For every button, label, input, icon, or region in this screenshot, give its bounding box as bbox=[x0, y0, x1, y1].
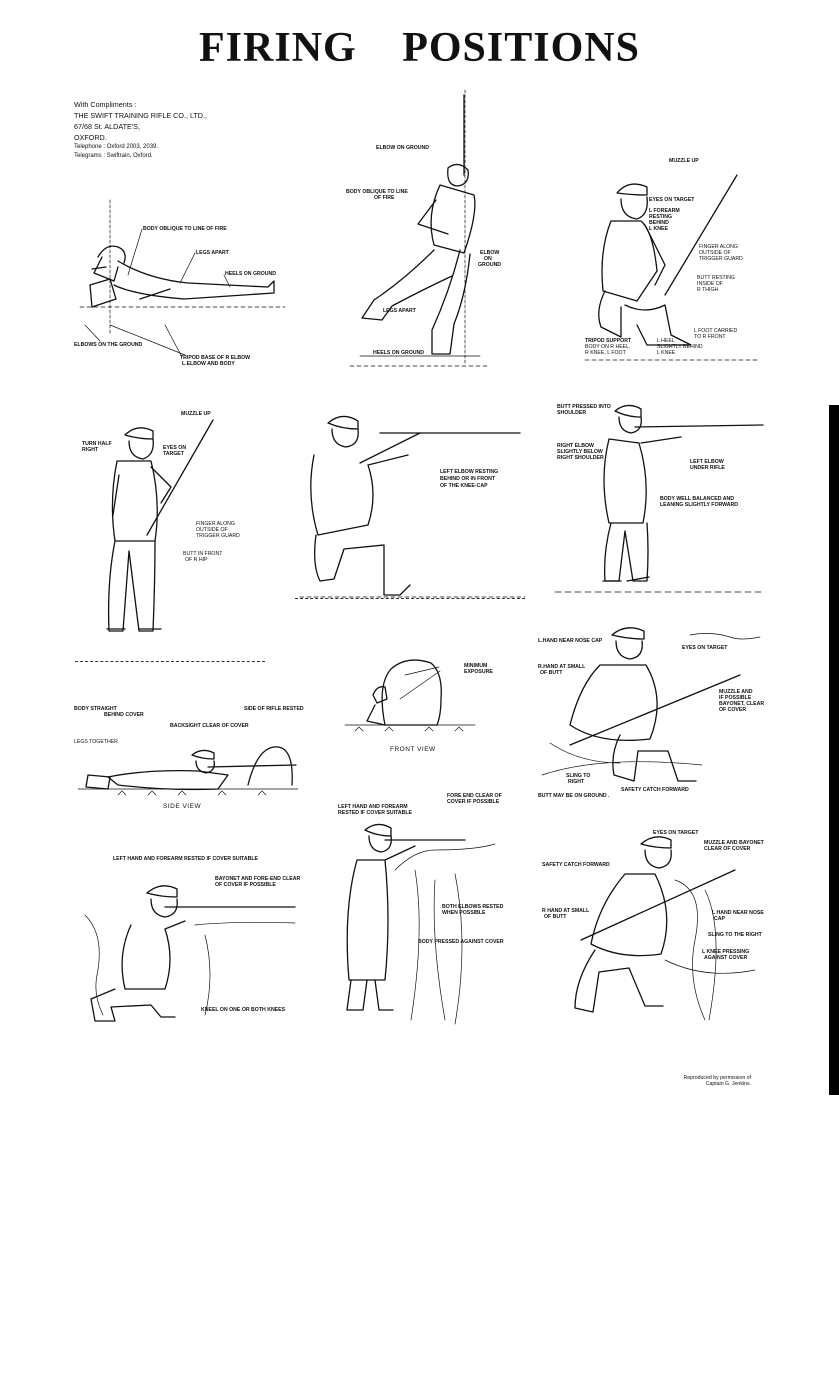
trench-ready-figure bbox=[545, 830, 770, 1025]
company-telephone: Telephone : Oxford 2003, 2039. bbox=[74, 144, 159, 150]
trench-ready-label: CAP bbox=[714, 916, 725, 922]
prone-label: LEGS APART bbox=[196, 250, 229, 256]
kneel-ready-label: TO R FRONT bbox=[694, 334, 726, 340]
kneel-bayonet-label: EYES ON TARGET bbox=[682, 645, 728, 651]
kneel-bayonet-label: BUTT MAY BE ON GROUND . bbox=[538, 793, 610, 799]
prone-label: L.ELBOW AND BODY bbox=[182, 361, 235, 367]
kneel-aim-label: LEFT ELBOW RESTING bbox=[440, 469, 499, 475]
divider bbox=[295, 598, 525, 599]
kneel-ready-label: L KNEE bbox=[657, 350, 676, 356]
kneel-ready-label: BODY ON R HEEL, bbox=[585, 344, 631, 350]
standing-ready-label: BUTT IN FRONT bbox=[183, 551, 223, 557]
kneel-bayonet-label: IF POSSIBLE bbox=[719, 695, 752, 701]
sitting-label: ELBOW bbox=[480, 250, 500, 256]
sitting-label: LEGS APART bbox=[383, 308, 416, 314]
divider bbox=[75, 661, 265, 662]
standing-aim-label: SLIGHTLY BELOW bbox=[557, 449, 603, 455]
cover-front-figure bbox=[345, 655, 475, 735]
trench-kneel-label: KNEEL ON ONE OR BOTH KNEES bbox=[201, 1007, 286, 1013]
compliments-block bbox=[74, 99, 207, 160]
company-telegrams: Telegrams : Swiftrain, Oxford. bbox=[74, 152, 153, 159]
kneel-bayonet-label: MUZZLE AND bbox=[719, 689, 753, 695]
trench-stand-label: BOTH ELBOWS RESTED bbox=[442, 904, 504, 910]
sitting-label: GROUND bbox=[478, 262, 502, 268]
kneel-ready-label: L KNEE bbox=[649, 226, 668, 232]
kneel-ready-label: L HEEL bbox=[657, 338, 675, 344]
company-city: OXFORD. bbox=[74, 133, 107, 142]
trench-ready-label: L KNEE PRESSING bbox=[702, 949, 750, 955]
standing-ready-label: TARGET bbox=[163, 451, 184, 457]
trench-ready-label: OF BUTT bbox=[544, 914, 567, 920]
standing-ready-label: TRIGGER GUARD bbox=[196, 533, 240, 539]
cover-side-label: SIDE OF RIFLE RESTED bbox=[244, 706, 304, 712]
trench-kneel-label: BAYONET AND FORE-END CLEAR bbox=[215, 876, 301, 882]
credit-line: Captain G. Jenkins. bbox=[705, 1081, 751, 1087]
cover-side-label: BEHIND COVER bbox=[104, 712, 144, 718]
trench-stand-label: FORE END CLEAR OF bbox=[447, 793, 502, 799]
trench-stand-label: COVER IF POSSIBLE bbox=[447, 799, 500, 805]
credit-line: Reproduced by permission of bbox=[683, 1075, 751, 1081]
kneel-ready-label: BUTT RESTING bbox=[697, 275, 735, 281]
sitting-label: OF FIRE bbox=[374, 195, 395, 201]
standing-aim-label: BODY WELL BALANCED AND bbox=[660, 496, 734, 502]
kneel-ready-label: OUTSIDE OF bbox=[699, 250, 731, 256]
kneel-ready-label: BEHIND bbox=[649, 220, 669, 226]
trench-ready-label: L HAND NEAR NOSE bbox=[712, 910, 764, 916]
prone-leaders bbox=[70, 225, 290, 365]
trench-ready-label: SLING TO THE RIGHT bbox=[708, 932, 762, 938]
trench-kneel-figure bbox=[75, 865, 300, 1025]
standing-ready-label: OF R HIP bbox=[185, 557, 208, 563]
trench-ready-label: R HAND AT SMALL bbox=[542, 908, 590, 914]
kneel-aim-label: OF THE KNEE-CAP bbox=[440, 483, 488, 489]
cover-side-label: LEGS TOGETHER bbox=[74, 739, 118, 745]
kneel-ready-label: EYES ON TARGET bbox=[649, 197, 695, 203]
trench-ready-label: CLEAR OF COVER bbox=[704, 846, 751, 852]
trench-stand-label: BODY PRESSED AGAINST COVER bbox=[418, 939, 504, 945]
permission-credit bbox=[684, 1075, 751, 1087]
cover-side-label: BODY STRAIGHT bbox=[74, 706, 117, 712]
trench-ready-label: EYES ON TARGET bbox=[653, 830, 699, 836]
kneel-bayonet-label: SLING TO bbox=[566, 773, 591, 779]
standing-ready-label: OUTSIDE OF bbox=[196, 527, 228, 533]
standing-aim-label: UNDER RIFLE bbox=[690, 465, 725, 471]
page-title: FIRING POSITIONS bbox=[199, 25, 640, 71]
prone-label: HEELS ON GROUND bbox=[225, 271, 277, 277]
trench-kneel-label: OF COVER IF POSSIBLE bbox=[215, 882, 276, 888]
cover-front-caption: FRONT VIEW bbox=[390, 746, 436, 753]
trench-kneel-label: LEFT HAND AND FOREARM RESTED IF COVER SUITABLE bbox=[113, 856, 258, 862]
kneel-bayonet-label: OF COVER bbox=[719, 707, 747, 713]
kneel-bayonet-label: SAFETY CATCH FORWARD bbox=[621, 787, 689, 793]
trench-stand-label: WHEN POSSIBLE bbox=[442, 910, 486, 916]
standing-aim-label: LEANING SLIGHTLY FORWARD bbox=[660, 502, 739, 508]
standing-aim-label: LEFT ELBOW bbox=[690, 459, 724, 465]
kneel-ready-label: INSIDE OF bbox=[697, 281, 723, 287]
compliments-line: With Compliments : bbox=[74, 100, 137, 109]
trench-stand-label: LEFT HAND AND FOREARM bbox=[338, 804, 408, 810]
kneel-ready-label: TRIPOD SUPPORT bbox=[585, 338, 632, 344]
kneel-bayonet-label: R.HAND AT SMALL bbox=[538, 664, 586, 670]
company-name: THE SWIFT TRAINING RIFLE CO., LTD., bbox=[74, 111, 207, 120]
trench-stand-label: RESTED IF COVER SUITABLE bbox=[338, 810, 412, 816]
cover-side-caption: SIDE VIEW bbox=[163, 803, 202, 810]
kneel-bayonet-label: OF BUTT bbox=[540, 670, 563, 676]
kneel-bayonet-label: L.HAND NEAR NOSE CAP bbox=[538, 638, 603, 644]
sitting-label: ON bbox=[484, 256, 492, 262]
cover-front-label: EXPOSURE bbox=[464, 669, 493, 675]
kneel-ready-label: L FOREARM bbox=[649, 208, 680, 214]
kneel-ready-label: MUZZLE UP bbox=[669, 158, 699, 164]
standing-ready-label: RIGHT bbox=[82, 447, 99, 453]
cover-front-label: MINIMUM bbox=[464, 663, 488, 669]
edge-bar bbox=[829, 405, 839, 1095]
prone-label: BODY OBLIQUE TO LINE OF FIRE bbox=[143, 226, 227, 232]
standing-aim-label: RIGHT SHOULDER bbox=[557, 455, 604, 461]
standing-aim-label: RIGHT ELBOW bbox=[557, 443, 594, 449]
kneel-ready-label: SLIGHTLY BEHIND bbox=[657, 344, 703, 350]
standing-aim-label: BUTT PRESSED INTO bbox=[557, 404, 611, 410]
kneel-ready-label: R KNEE, L FOOT bbox=[585, 350, 626, 356]
kneel-ready-label: L FOOT CARRIED bbox=[694, 328, 738, 334]
kneel-bayonet-label: BAYONET, CLEAR bbox=[719, 701, 765, 707]
kneel-ready-label: RESTING bbox=[649, 214, 673, 220]
sitting-label: ELBOW ON GROUND bbox=[376, 145, 430, 151]
prone-label: TRIPOD BASE OF R ELBOW bbox=[180, 355, 251, 361]
company-address: 67/68 St. ALDATE'S, bbox=[74, 122, 140, 131]
trench-ready-label: SAFETY CATCH FORWARD bbox=[542, 862, 610, 868]
kneel-ready-label: FINGER ALONG bbox=[699, 244, 738, 250]
kneel-aim-figure bbox=[300, 405, 530, 605]
standing-ready-label: MUZZLE UP bbox=[181, 411, 211, 417]
kneel-ready-label: TRIGGER GUARD bbox=[699, 256, 743, 262]
trench-ready-label: AGAINST COVER bbox=[704, 955, 748, 961]
sitting-figure bbox=[340, 90, 490, 370]
kneel-bayonet-label: RIGHT bbox=[568, 779, 585, 785]
kneel-ready-label: R THIGH bbox=[697, 287, 719, 293]
sitting-label: HEELS ON GROUND bbox=[373, 350, 425, 356]
cover-side-label: BACKSIGHT CLEAR OF COVER bbox=[170, 723, 249, 729]
trench-ready-label: MUZZLE AND BAYONET bbox=[704, 840, 764, 846]
standing-aim-label: SHOULDER bbox=[557, 410, 587, 416]
sitting-label: BODY OBLIQUE TO LINE bbox=[346, 189, 408, 195]
kneel-aim-label: BEHIND OR IN FRONT bbox=[440, 476, 496, 482]
prone-label: ELBOWS ON THE GROUND bbox=[74, 342, 143, 348]
standing-ready-label: TURN HALF bbox=[82, 441, 112, 447]
standing-ready-label: EYES ON bbox=[163, 445, 187, 451]
cover-side-figure bbox=[78, 725, 303, 805]
standing-ready-label: FINGER ALONG bbox=[196, 521, 235, 527]
